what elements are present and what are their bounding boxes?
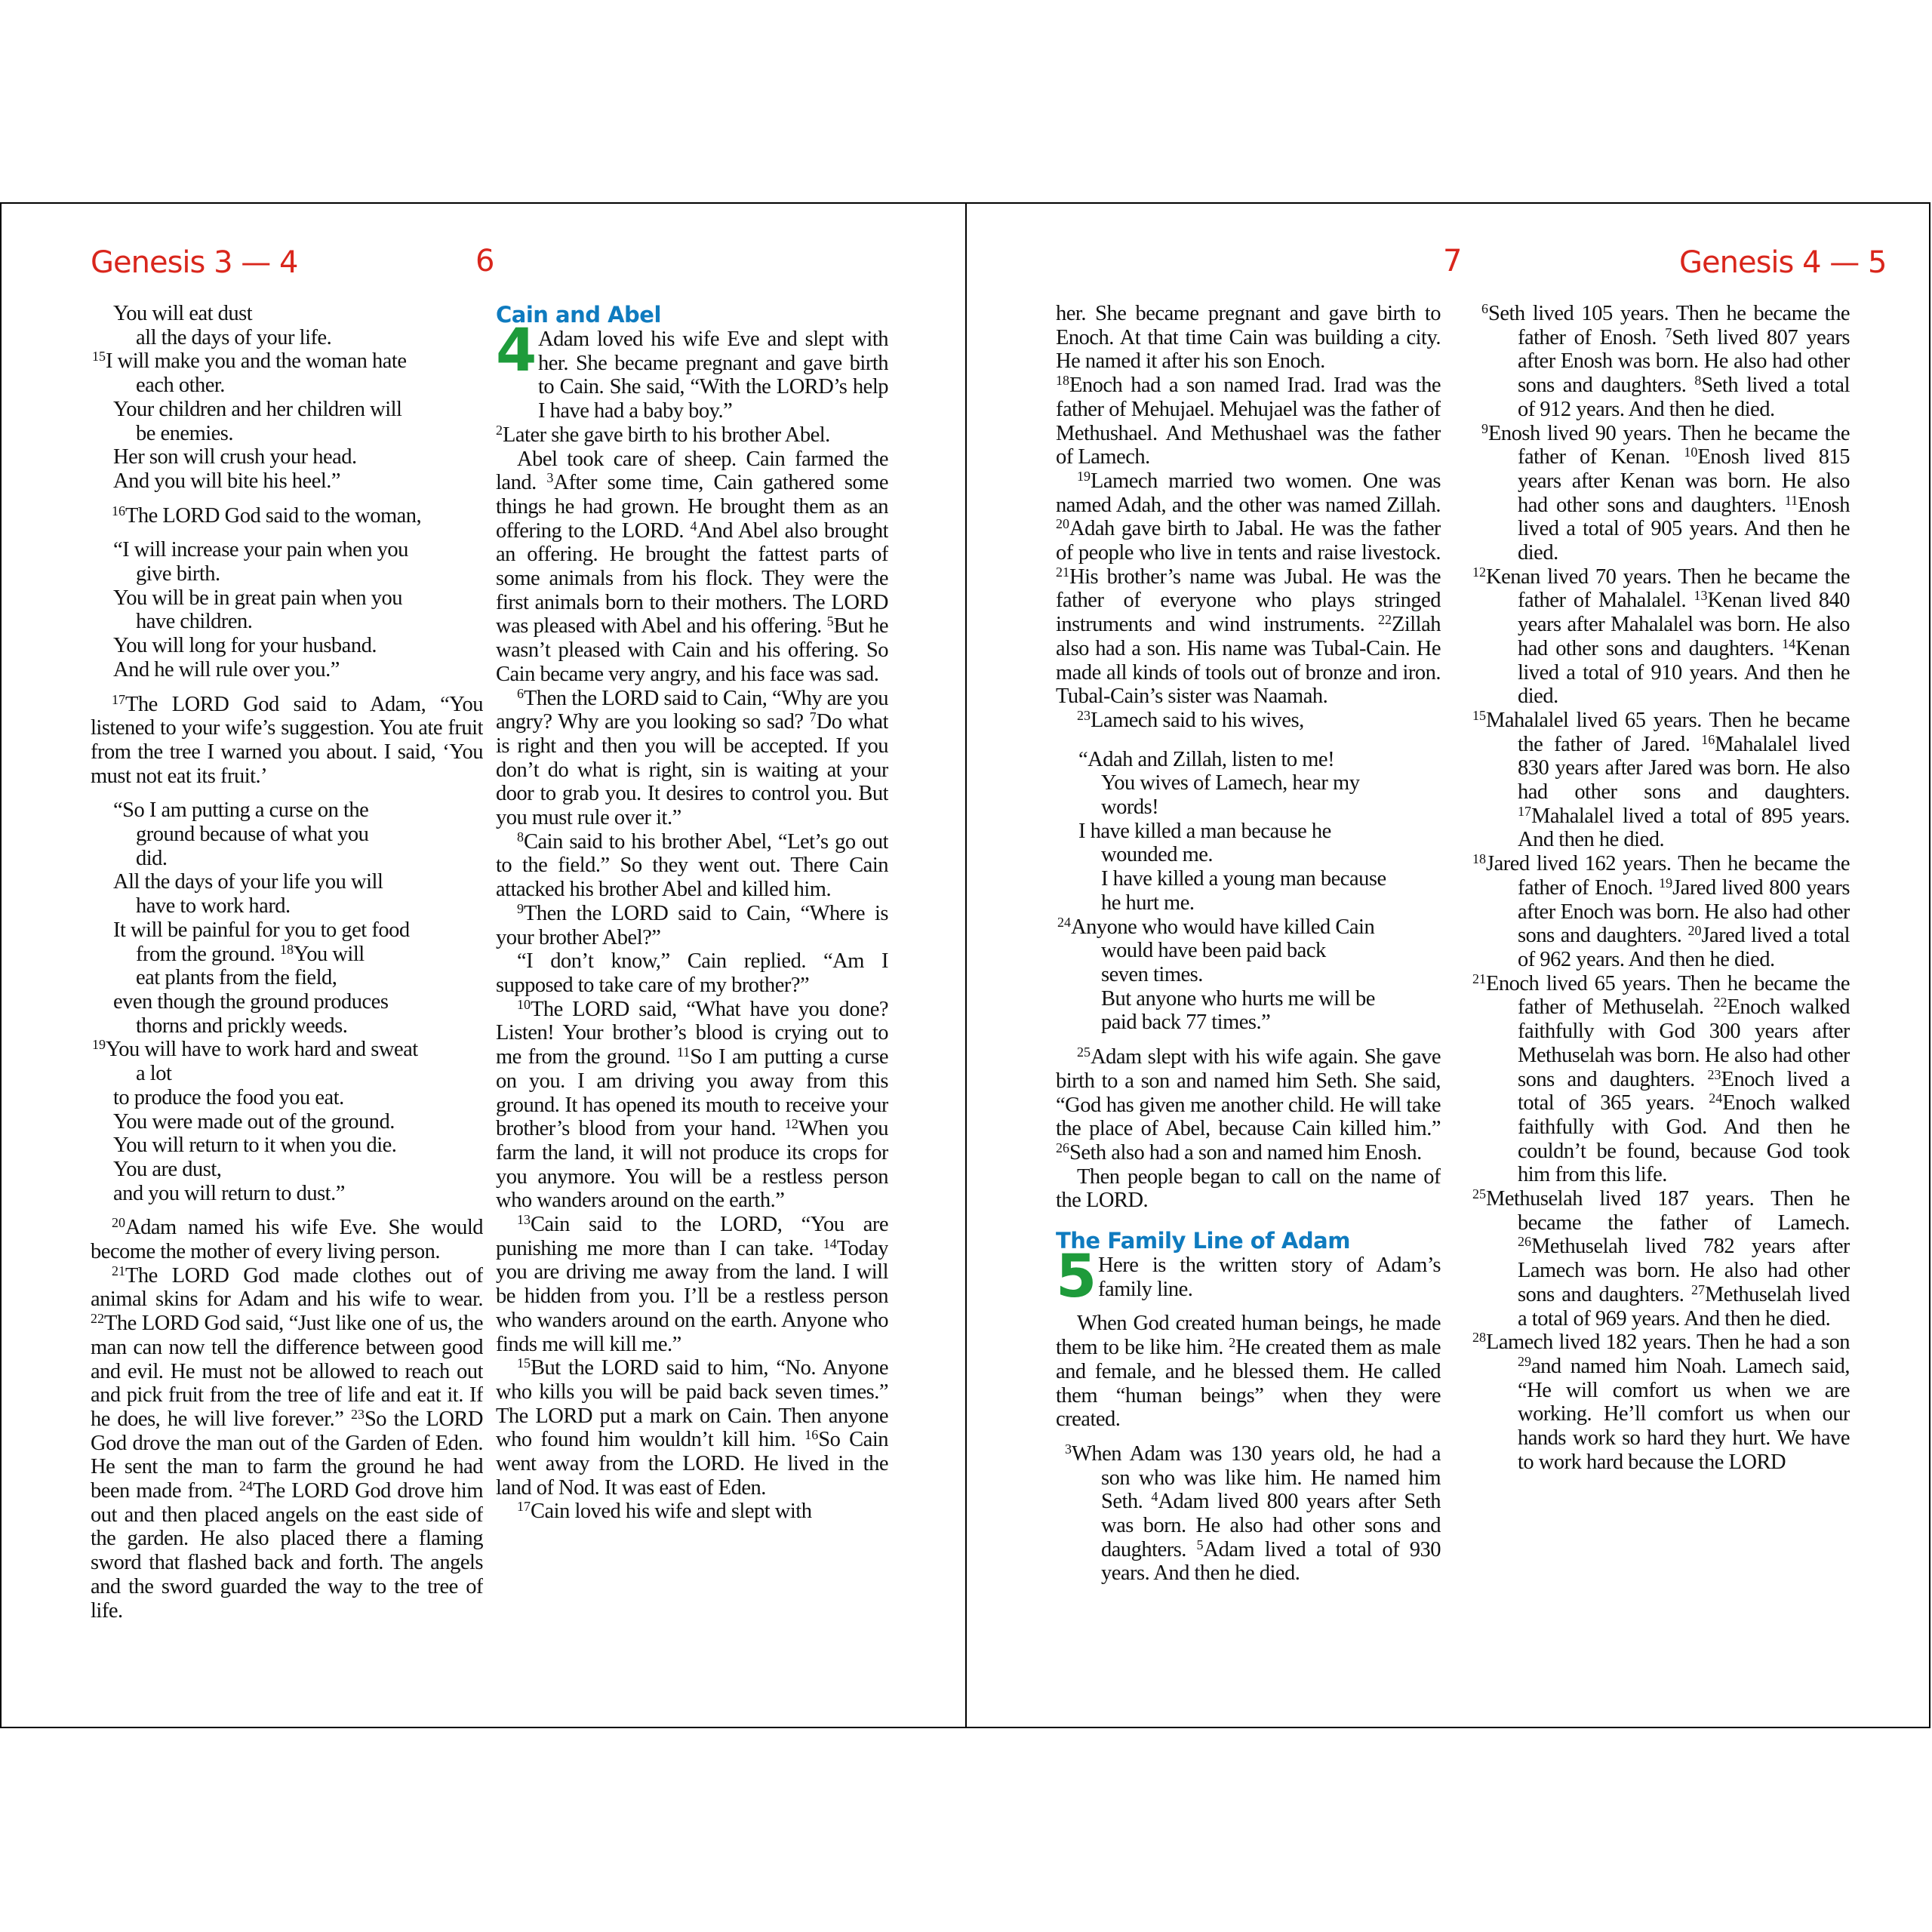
verse-number: 12 (784, 1116, 798, 1132)
poem-line: You are dust, (113, 1157, 222, 1181)
verse-text: Seth lived 807 years after Enosh was born. He also had other sons and daughters. (1518, 325, 1850, 398)
verse-number: 7 (1665, 325, 1672, 340)
verse-number: 20 (1687, 923, 1702, 939)
verse-text: Lamech said to his wives, (1091, 708, 1304, 732)
verse-number: 23 (1707, 1066, 1721, 1082)
verse-20 (91, 1216, 483, 1263)
verse-number: 19 (1077, 468, 1091, 484)
book-spread (0, 202, 1930, 1728)
verse-text: Jared lived 800 years after Enoch was born. He also had other sons and daughters. (1518, 875, 1850, 948)
poem-line: wounded me. (1101, 843, 1214, 867)
verse-number: 21 (1472, 971, 1486, 986)
verse-number: 20 (1056, 516, 1069, 532)
verse-1: Adam loved his wife Eve and slept with her. She became pregnant and gave birth to Cain. She said, “With the LORD’s help I have had a baby boy.” (538, 328, 888, 423)
verse-1b (1056, 1312, 1441, 1432)
verse-text: When Adam was 130 years old, he had a son who was like him. He named him Seth. (1072, 1441, 1441, 1514)
verse-text: But the LORD said to him, “No. Anyone who kills you will be paid back seven times.” The LORD put a mark on Cain. Then anyone who found him wouldn’t kill him. (496, 1356, 888, 1452)
verse-text: And Abel also brought an offering. He brought the fattest parts of some animals from his flock. They were the first animals born to their mothers. The LORD was pleased with Abel and his offering. (496, 518, 888, 638)
verse-text: So the LORD God drove the man out of the Garden of Eden. He sent the man to farm the ground he had been made from. (91, 1407, 483, 1503)
verse-text: Cain said to his brother Abel, “Let’s go out to the field.” So they went out. There Cain attacked his brother Abel and killed him. (496, 829, 888, 902)
verse-text: Adam named his wife Eve. She would become the mother of every living person. (91, 1216, 483, 1264)
poem-line: All the days of your life you will (113, 870, 383, 894)
verse-text: Cain said to the LORD, “You are punishing me more than I can take. (496, 1213, 888, 1260)
verse-8 (496, 830, 888, 902)
poem-line: I have killed a young man because (1101, 867, 1386, 891)
verse-6 (496, 687, 888, 830)
verse-number: 13 (1694, 588, 1708, 604)
poem-line: eat plants from the field, (136, 966, 337, 990)
verse-text: Methuselah lived 782 years after Lamech was born. He also had other sons and daughters. (1518, 1235, 1850, 1306)
verse-text: When God created human beings, he made them to be like him. (1056, 1312, 1441, 1360)
verse-3 (1056, 1442, 1441, 1586)
verse-number: 22 (1713, 995, 1727, 1011)
verse-text: Cain loved his wife and slept with (531, 1500, 812, 1524)
verse-17 (91, 693, 483, 789)
verse-text: Adah gave birth to Jabal. He was the father of people who live in tents and raise livestock. (1056, 517, 1441, 565)
verse-number: 9 (1481, 420, 1488, 436)
verse-9 (496, 902, 888, 949)
verse-text: and named him Noah. Lamech said, “He will comfort us when we are working. He’ll comfort us when our hands work so hard they hurt. We have to work hard because the LORD (1518, 1354, 1850, 1474)
section-title: Cain and Abel (496, 302, 661, 328)
poem-line: even though the ground produces (113, 989, 389, 1014)
verse-number: 5 (826, 614, 834, 629)
verse-number: 19 (92, 1037, 106, 1053)
verse-number: 22 (91, 1311, 104, 1327)
verse-text: Today you are driving me away from the land. I will be hidden from you. I’ll be a restless person who wanders around on the earth. Anyone who finds me will kill me.” (496, 1236, 888, 1356)
verse-text: Abel took care of sheep. Cain farmed the land. (496, 447, 888, 495)
poem-line: he hurt me. (1101, 891, 1195, 915)
verse-25 (1472, 1187, 1850, 1331)
poem-line (91, 349, 483, 374)
verse-number: 15 (1472, 707, 1486, 723)
poem-line: And he will rule over you.” (113, 657, 340, 681)
verse-number: 24 (1057, 914, 1071, 930)
verse-number: 8 (1694, 373, 1702, 389)
verse-25 (1056, 1045, 1441, 1165)
verse-text: The LORD God said, “Just like one of us, the man can now tell the difference between good and evil. He must not be allowed to reach out and pick fruit from the tree of life and eat it. If he does, he will live forever.” (91, 1312, 483, 1431)
verse-19 (1056, 469, 1441, 709)
verse-text: Seth lived a total of 912 years. And then he died. (1518, 374, 1850, 421)
verse-number: 20 (112, 1215, 125, 1231)
verse-18 (1472, 852, 1850, 972)
poem-line: Your children and her children will (113, 397, 402, 421)
poem-text: I will make you and the woman hate (106, 349, 407, 374)
poem-line: thorns and prickly weeds. (136, 1014, 348, 1038)
verse-text: So I am putting a curse on you. I am driving you away from this ground. It has opened its mouth to receive your brother’s blood from your hand. (496, 1045, 888, 1141)
right-column-1 (1056, 302, 1441, 1660)
poem-line: And you will bite his heel.” (113, 469, 341, 493)
verse-number: 26 (1518, 1234, 1531, 1250)
verse-number: 18 (1472, 851, 1486, 867)
left-column-2 (496, 302, 888, 1660)
poem-line: a lot (136, 1062, 172, 1086)
poem-line: and you will return to dust.” (113, 1181, 345, 1205)
verse-text: Enosh lived 90 years. Then he became the father of Kenan. (1488, 421, 1850, 469)
verse-text: The LORD God said to Adam, “You listened to your wife’s suggestion. You ate fruit from the tree I warned you about. I said, ‘You must not eat its fruit.’ (91, 692, 483, 788)
verse-18 (1056, 374, 1441, 469)
verse-number: 17 (112, 691, 125, 707)
verse-number: 21 (1056, 564, 1069, 580)
verse-number: 5 (1196, 1537, 1204, 1552)
verse-number: 19 (1659, 875, 1673, 891)
poem-text: Anyone who would have killed Cain (1071, 915, 1375, 939)
verse-12 (1472, 565, 1850, 709)
poem-line: ground because of what you (136, 823, 369, 847)
poem-line: You will eat dust (113, 302, 253, 325)
verse-17-cont: her. She became pregnant and gave birth to Enoch. At that time Cain was building a city. He named it after his son Enoch. (1056, 302, 1441, 374)
verse-text: Enoch lived 65 years. Then he became the father of Methuselah. (1486, 971, 1850, 1020)
verse-2 (496, 423, 888, 448)
section-title: The Family Line of Adam (1056, 1228, 1350, 1254)
verse-text: The LORD God drove him out and then placed angels on the east side of the garden. He also placed there a flaming sword that flashed back and forth. The angels and the sword guarded the way to the tree of life. (91, 1479, 483, 1623)
verse-number: 3 (1065, 1441, 1072, 1457)
verse-number: 16 (112, 503, 125, 518)
chapter-text (1098, 1254, 1441, 1301)
verse-number: 4 (1151, 1489, 1158, 1505)
verse-number: 10 (517, 996, 531, 1012)
poem-line: I have killed a man because he (1078, 819, 1331, 843)
poem-block (91, 798, 483, 1205)
poem-line: But anyone who hurts me will be (1101, 986, 1375, 1011)
poem-line: words! (1101, 795, 1159, 820)
poem-block (91, 538, 483, 681)
verse-text: Enoch walked faithfully with God 300 years after Methuselah was born. He also had other sons and daughters. (1518, 995, 1850, 1091)
verse-text: Enosh lived a total of 905 years. And then he died. (1518, 493, 1850, 565)
poem-line: You will return to it when you die. (113, 1134, 397, 1158)
verse-28 (1472, 1331, 1850, 1474)
verse-text: Lamech married two women. One was named Adah, and the other was named Zillah. (1056, 469, 1441, 517)
verse-number: 11 (676, 1044, 691, 1060)
verse-text: Then the LORD said to Cain, “Where is your brother Abel?” (496, 901, 888, 949)
verse-number: 6 (517, 685, 524, 701)
verse-text: When you farm the land, it will not produce its crops for you anymore. You will be a restless person who wanders around on the earth.” (496, 1117, 888, 1213)
verse-text: So Cain went away from the LORD. He lived in the land of Nod. It was east of Eden. (496, 1428, 888, 1500)
poem-block (1056, 748, 1441, 1035)
verse-text: Later she gave birth to his brother Abel. (503, 423, 830, 447)
verse-text: The LORD God said to the woman, (125, 503, 422, 528)
poem-line: You were made out of the ground. (113, 1109, 395, 1134)
verse-23 (1056, 709, 1441, 733)
verse-9b: “I don’t know,” Cain replied. “Am I supposed to take care of my brother?” (496, 949, 888, 997)
verse-text: Kenan lived a total of 910 years. And then he died. (1518, 636, 1850, 709)
poem-line: to produce the food you eat. (113, 1085, 344, 1109)
verse-number: 18 (279, 941, 294, 957)
verse-number: 24 (1709, 1091, 1723, 1106)
verse-1: Here is the written story of Adam’s family line. (1098, 1254, 1441, 1301)
verse-number: 26 (1056, 1140, 1069, 1155)
verse-text: Do what is right and then you will be accepted. If you don’t do what is right, sin is waiting at your door to grab you. It desires to control you. But you must rule over it.” (496, 710, 888, 830)
verse-text: His brother’s name was Jubal. He was the father of everyone who plays stringed instruments and wind instruments. (1056, 565, 1441, 637)
left-column-1 (91, 302, 483, 1660)
verse-number: 10 (1684, 445, 1698, 460)
verse-text: Kenan lived 840 years after Mahalalel was born. He also had other sons and daughters. (1518, 589, 1850, 660)
verse-2b (496, 448, 888, 687)
poem-text: You will have to work hard and sweat (106, 1038, 418, 1062)
verse-number: 27 (1690, 1281, 1705, 1297)
verse-number: 17 (517, 1499, 531, 1515)
verse-text: Jared lived 162 years. Then he became the father of Enoch. (1486, 852, 1850, 900)
running-head-left: Genesis 3 — 4 (91, 245, 298, 280)
right-page (967, 204, 1932, 1727)
verse-16 (91, 504, 483, 528)
verse-21 (1472, 972, 1850, 1187)
verse-number: 4 (690, 518, 697, 534)
poem-line: Her son will crush your head. (113, 445, 357, 469)
verse-text: Then the LORD said to Cain, “Why are you angry? Why are you looking so sad? (496, 686, 888, 734)
verse-21 (91, 1264, 483, 1623)
verse-number: 22 (1377, 612, 1392, 628)
poem-line: would have been paid back (1101, 939, 1326, 963)
verse-text: Methuselah lived a total of 969 years. And then he died. (1518, 1282, 1850, 1331)
poem-line: You will long for your husband. (113, 634, 377, 658)
verse-number: 8 (517, 829, 524, 844)
verse-text: He created them as male and female, and he blessed them. He called them “human beings” when they were created. (1056, 1336, 1441, 1432)
verse-number: 23 (1077, 707, 1091, 723)
verse-number: 14 (1782, 635, 1796, 651)
page-number-left: 6 (475, 244, 495, 278)
verse-6 (1472, 302, 1850, 422)
verse-text: But he wasn’t pleased with Cain and his offering. So Cain became very angry, and his face was sad. (496, 614, 888, 686)
verse-13 (496, 1213, 888, 1356)
running-head-right: Genesis 4 — 5 (1679, 245, 1887, 280)
verse-text: Mahalalel lived 830 years after Jared was born. He also had other sons and daughters. (1518, 732, 1850, 804)
poem-line: You will be in great pain when you (113, 586, 403, 610)
chapter-opening (1056, 1243, 1441, 1312)
verse-15 (496, 1356, 888, 1500)
verse-number: 25 (1077, 1044, 1091, 1060)
verse-text: Kenan lived 70 years. Then he became the father of Mahalalel. (1486, 565, 1850, 613)
verse-text: The LORD said, “What have you done? Listen! Your brother’s blood is crying out to me from the ground. (496, 997, 888, 1069)
verse-text: Seth lived 105 years. Then he became the father of Enosh. (1488, 302, 1850, 349)
poem-line: have to work hard. (136, 894, 291, 918)
poem-line: “Adah and Zillah, listen to me! (1078, 747, 1335, 771)
page-number-right: 7 (1443, 244, 1463, 278)
verse-text: After some time, Cain gathered some things he had grown. He brought them as an offering to the LORD. (496, 471, 888, 543)
poem-text: from the ground. (136, 942, 275, 966)
verse-text: Mahalalel lived 65 years. Then he became the father of Jared. (1486, 708, 1850, 756)
right-column-2 (1472, 302, 1850, 1660)
verse-number: 11 (1784, 492, 1798, 508)
verse-10 (496, 998, 888, 1213)
verse-text: Jared lived a total of 962 years. And then he died. (1518, 924, 1850, 971)
left-page (2, 204, 965, 1727)
poem-line (91, 943, 483, 967)
poem-line (1056, 915, 1441, 940)
poem-line: give birth. (136, 562, 220, 586)
poem-text: You will (293, 942, 365, 966)
poem-line: “So I am putting a curse on the (113, 798, 369, 823)
poem-line: It will be painful for you to get food (113, 918, 410, 942)
verse-number: 2 (496, 422, 503, 438)
poem-line: paid back 77 times.” (1101, 1011, 1271, 1035)
poem-line: have children. (136, 610, 253, 634)
verse-number: 28 (1472, 1330, 1486, 1346)
verse-text: Adam slept with his wife again. She gave birth to a son and named him Seth. She said, “God has given me another child. He will take the place of Abel, because Cain killed him.” (1056, 1045, 1441, 1141)
verse-26b: Then people began to call on the name of the LORD. (1056, 1164, 1441, 1213)
verse-number: 14 (823, 1235, 837, 1251)
verse-17 (496, 1500, 888, 1524)
verse-text: Enoch walked faithfully with God. And then he couldn’t be found, because God took him from this life. (1518, 1091, 1850, 1187)
verse-9 (1472, 422, 1850, 565)
verse-number: 12 (1472, 564, 1486, 580)
verse-number: 15 (92, 349, 106, 365)
poem-block (91, 302, 483, 494)
verse-number: 23 (350, 1406, 365, 1422)
poem-line: did. (136, 846, 168, 870)
verse-text: Seth also had a son and named him Enosh. (1069, 1140, 1422, 1164)
verse-number: 17 (1518, 803, 1531, 819)
verse-text: Enoch lived a total of 365 years. (1518, 1067, 1850, 1115)
verse-text: Zillah also had a son. His name was Tubal-Cain. He made all kinds of tools out of bronze and iron. Tubal-Cain’s sister was Naamah. (1056, 613, 1441, 709)
verse-number: 29 (1518, 1353, 1531, 1369)
verse-number: 24 (238, 1478, 253, 1494)
verse-text: Methuselah lived 187 years. Then he became the father of Lamech. (1486, 1187, 1850, 1235)
verse-text: Lamech lived 182 years. Then he had a son (1486, 1331, 1850, 1355)
verse-text: Enoch had a son named Irad. Irad was the father of Mehujael. Mehujael was the father of Methushael. And Methushael was the father of Lamech. (1056, 374, 1441, 469)
verse-number: 16 (804, 1427, 819, 1443)
poem-line: all the days of your life. (136, 325, 332, 349)
verse-text: Mahalalel lived a total of 895 years. And then he died. (1518, 804, 1850, 852)
verse-text: Enosh lived 815 years after Kenan was born. He also had other sons and daughters. (1518, 445, 1850, 517)
chapter-opening (496, 317, 888, 423)
verse-number: 16 (1701, 731, 1715, 747)
verse-number: 25 (1472, 1186, 1486, 1202)
verse-number: 2 (1229, 1335, 1236, 1351)
chapter-number: 4 (496, 317, 537, 385)
verse-number: 6 (1481, 302, 1488, 316)
poem-line: be enemies. (136, 421, 234, 445)
verse-number: 13 (517, 1212, 531, 1228)
verse-text: The LORD God made clothes out of animal skins for Adam and his wife to wear. (91, 1263, 483, 1312)
poem-line: each other. (136, 374, 225, 398)
poem-line: “I will increase your pain when you (113, 538, 408, 562)
verse-number: 9 (517, 900, 524, 916)
verse-number: 3 (546, 470, 554, 486)
verse-number: 21 (112, 1263, 125, 1278)
verse-number: 7 (809, 709, 817, 725)
verse-number: 18 (1056, 373, 1069, 389)
verse-15 (1472, 709, 1850, 852)
poem-line: seven times. (1101, 962, 1203, 986)
verse-number: 15 (517, 1355, 531, 1371)
verse-text: Adam lived a total of 930 years. And then he died. (1101, 1537, 1441, 1586)
poem-line: You wives of Lamech, hear my (1101, 771, 1360, 795)
chapter-text (538, 328, 888, 423)
verse-text: Adam lived 800 years after Seth was born. He also had other sons and daughters. (1101, 1490, 1441, 1561)
poem-line (91, 1038, 483, 1062)
chapter-number: 5 (1056, 1243, 1097, 1312)
